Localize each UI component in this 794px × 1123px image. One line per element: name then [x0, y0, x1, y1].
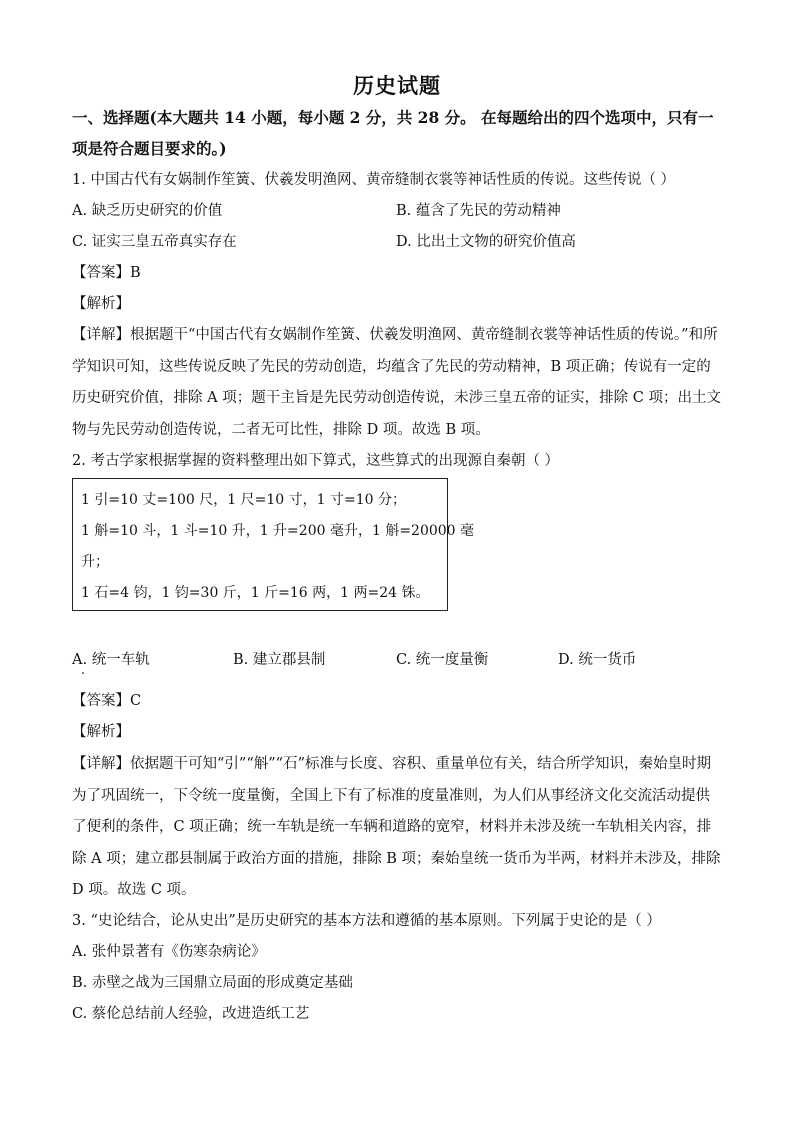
- stray-dot-mark: [82, 672, 84, 674]
- section-heading-line-1: 一、选择题(本大题共 14 小题，每小题 2 分，共 28 分。 在每题给出的四个选项中，只有一: [72, 108, 714, 127]
- q2-formula-box: [72, 478, 475, 611]
- q1-option-a: A. 缺乏历史研究的价值: [72, 203, 223, 219]
- q2-detail: 【详解】依据题干可知“引”“斛”“石”标准与长度、容积、重量单位有关，结合所学知识，秦始皇时期为了巩固统一，下令统一度量衡，全国上下有了标准的度量准则，为人们从事经济文化交流活动提供了便利的条件，C 项正确；统一车轨是统一车辆和道路的宽窄，材料并未涉及统一车轨相关内容，排除 A 项；建立郡县制属于政治方面的措施，排除 B 项；秦始皇统一货币为半两，材料并未涉及，排除 D 项。故选 C 项。: [72, 756, 721, 898]
- q2-formula-line-1: 1 引=10 丈=100 尺，1 尺=10 寸，1 寸=10 分；: [81, 492, 406, 508]
- q2-answer: 【答案】C: [72, 693, 142, 709]
- q2-formula-line-3: 升；: [81, 554, 109, 570]
- q2-formula-line-2: 1 斛=10 斗，1 斗=10 升，1 升=200 毫升，1 斛=20000 毫: [81, 523, 475, 539]
- q2-stem: 2. 考古学家根据掌握的资料整理出如下算式，这些算式的出现源自秦朝（ ）: [72, 453, 560, 469]
- q2-option-c: C. 统一度量衡: [396, 652, 489, 668]
- q2-option-a: A. 统一车轨: [72, 652, 150, 668]
- q1-detail: 【详解】根据题干“中国古代有女娲制作笙簧、伏羲发明渔网、黄帝缝制衣裳等神话性质的传说。”和所学知识可知，这些传说反映了先民的劳动创造，均蕴含了先民的劳动精神，B 项正确；传说有一定的历史研究价值，排除 A 项；题干主旨是先民劳动创造传说，未涉三皇五帝的证实，排除 C 项；出土文物与先民劳动创造传说，二者无可比性，排除 D 项。故选 B 项。: [72, 327, 721, 438]
- q1-stem: 1. 中国古代有女娲制作笙簧、伏羲发明渔网、黄帝缝制衣裳等神话性质的传说。这些传说（ ）: [72, 172, 676, 188]
- q3-stem: 3. “史论结合，论从史出”是历史研究的基本方法和遵循的基本原则。下列属于史论的是（ ）: [72, 913, 661, 929]
- q2-formula-line-4: 1 石=4 钧，1 钧=30 斤，1 斤=16 两，1 两=24 铢。: [81, 585, 430, 601]
- q3-option-a: A. 张仲景著有《伤寒杂病论》: [72, 944, 266, 960]
- q2-option-b: B. 建立郡县制: [233, 652, 326, 668]
- q2-option-d: D. 统一货币: [558, 652, 637, 668]
- q1-option-c: C. 证实三皇五帝真实存在: [72, 234, 237, 250]
- q1-analysis-label: 【解析】: [72, 296, 130, 312]
- section-heading-line-2: 项是符合题目要求的。): [72, 139, 227, 158]
- q3-option-b: B. 赤壁之战为三国鼎立局面的形成奠定基础: [72, 975, 353, 991]
- q2-analysis-label: 【解析】: [72, 724, 130, 740]
- q1-answer: 【答案】B: [72, 265, 141, 281]
- q3-option-c: C. 蔡伦总结前人经验，改进造纸工艺: [72, 1006, 310, 1022]
- q1-option-b: B. 蕴含了先民的劳动精神: [396, 203, 561, 219]
- page-title: 历史试题: [353, 73, 441, 98]
- q1-option-d: D. 比出土文物的研究价值高: [396, 234, 576, 250]
